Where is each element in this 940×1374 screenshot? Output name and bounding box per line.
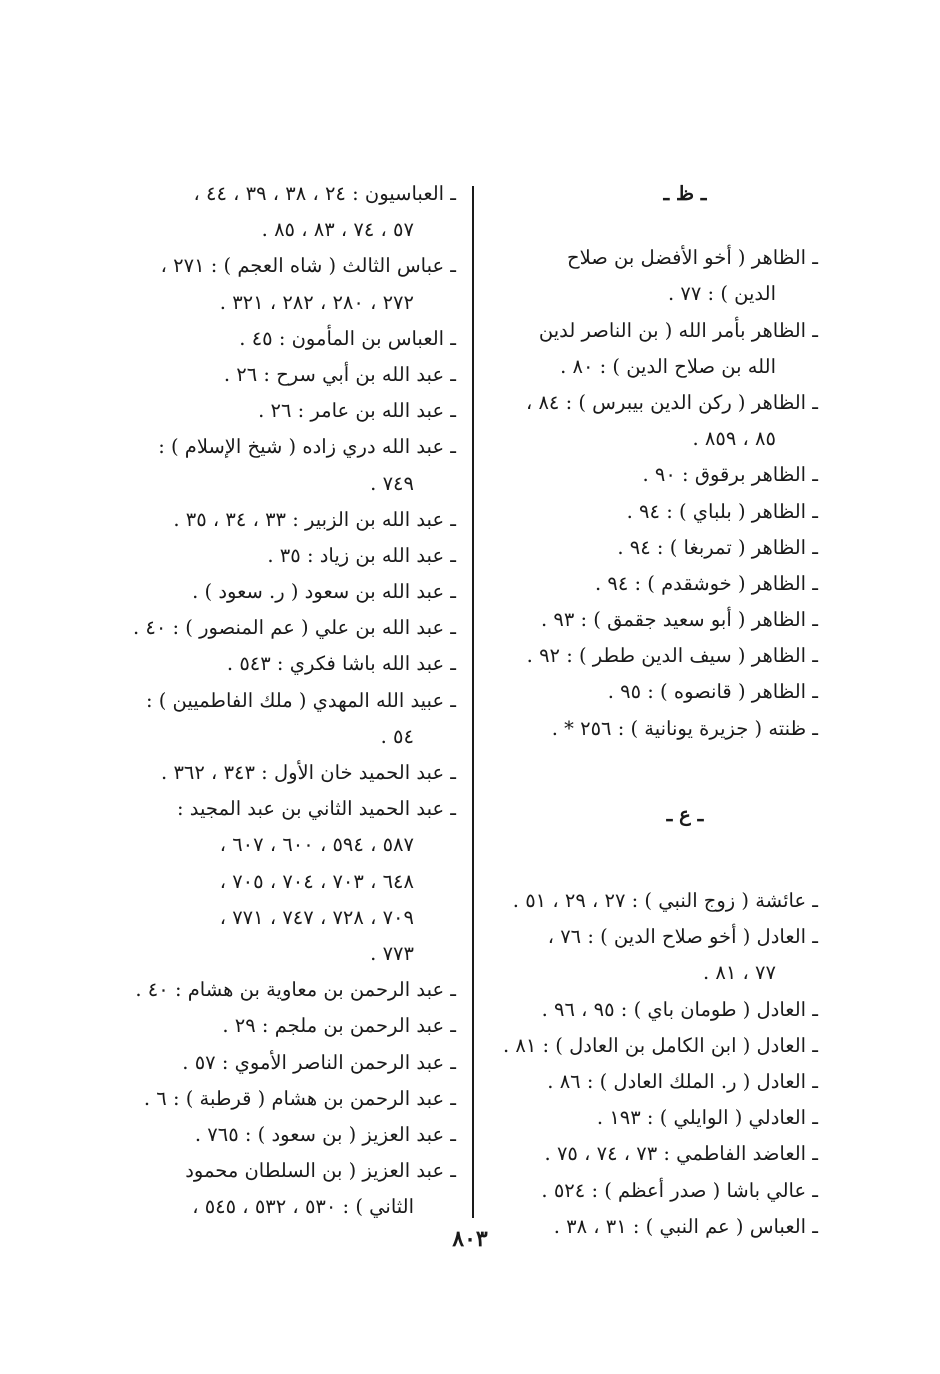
index-entry-continuation: ٦٤٨ ، ٧٠٣ ، ٧٠٤ ، ٧٠٥ ، <box>219 869 414 893</box>
index-entry: ـ العادل ( ر. الملك العادل ) : ٨٦ . <box>547 1069 818 1093</box>
section-heading-zaa: ـ ظ ـ <box>663 182 707 205</box>
index-entry: ـ عبد الله بن الزبير : ٣٣ ، ٣٤ ، ٣٥ . <box>173 507 456 531</box>
index-entry: ـ ظنته ( جزيرة يونانية ) : ٢٥٦ * . <box>551 716 818 740</box>
index-entry-continuation: الدين ) : ٧٧ . <box>668 282 776 306</box>
spacer <box>492 833 818 883</box>
index-entry: ـ عبد الرحمن الناصر الأموي : ٥٧ . <box>182 1050 456 1074</box>
index-entry: ـ الظاهر ( تمربغا ) : ٩٤ . <box>617 535 818 559</box>
index-entry: ـ عبد الرحمن بن ملجم : ٢٩ . <box>222 1014 456 1038</box>
index-entry: ـ عبد الحميد خان الأول : ٣٤٣ ، ٣٦٢ . <box>161 761 456 784</box>
index-entry-continuation: ٥٤ . <box>380 724 414 748</box>
spacer <box>492 212 818 240</box>
index-entry: ـ العباسيون : ٢٤ ، ٣٨ ، ٣٩ ، ٤٤ ، <box>193 182 456 205</box>
index-entry-continuation: ٢٧٢ ، ٢٨٠ ، ٢٨٢ ، ٣٢١ . <box>219 290 414 314</box>
index-entry: ـ الظاهر ( قانصوه ) : ٩٥ . <box>607 680 818 704</box>
index-entry: ـ عبد الله بن علي ( عم المنصور ) : ٤٠ . <box>132 616 456 640</box>
index-entry-continuation: ٧٧٣ . <box>370 941 414 965</box>
index-entry-continuation: ٧٧ ، ٨١ . <box>702 961 776 985</box>
index-entry: ـ عبد الحميد الثاني بن عبد المجيد : <box>177 797 456 821</box>
index-entry: ـ الظاهر ( بلباي ) : ٩٤ . <box>626 499 818 523</box>
index-entry: ـ عبيد الله المهدي ( ملك الفاطميين ) : <box>145 688 456 712</box>
index-entry: ـ العباس ( عم النبي ) : ٣١ ، ٣٨ . <box>553 1214 818 1238</box>
index-entry: ـ الظاهر برقوق : ٩٠ . <box>642 463 818 487</box>
spacer <box>492 747 818 797</box>
index-entry: ـ عبد الله بن زياد : ٣٥ . <box>267 543 456 567</box>
index-entry: ـ العادلي ( الوايلي ) : ١٩٣ . <box>596 1106 818 1130</box>
index-entry: ـ عبد الله بن عامر : ٢٦ . <box>258 399 456 423</box>
index-entry: ـ الظاهر ( أخو الأفضل بن صلاح <box>567 246 818 270</box>
index-entry-continuation: ٥٨٧ ، ٥٩٤ ، ٦٠٠ ، ٦٠٧ ، <box>219 833 414 857</box>
index-entry: ـ الظاهر ( أبو سعيد جقمق ) : ٩٣ . <box>540 608 818 632</box>
index-entry: ـ عبد الله بن أبي سرح : ٢٦ . <box>223 362 456 386</box>
index-entry-continuation: ٧٤٩ . <box>370 471 414 495</box>
right-column <box>492 176 818 1245</box>
index-entry-continuation: الثاني ) : ٥٣٠ ، ٥٣٢ ، ٥٤٥ ، <box>192 1195 414 1219</box>
index-entry: ـ عائشة ( زوج النبي ) : ٢٧ ، ٢٩ ، ٥١ . <box>512 889 818 912</box>
index-entry: ـ عبد الله بن سعود ( ر. سعود ) . <box>192 580 456 604</box>
index-entry: ـ عبد العزيز ( بن سعود ) : ٧٦٥ . <box>194 1122 456 1146</box>
index-entry: ـ عباس الثالث ( شاه العجم ) : ٢٧١ ، <box>160 254 456 278</box>
index-entry: ـ عبد الرحمن بن هشام ( قرطبة ) : ٦ . <box>143 1086 456 1110</box>
index-entry: ـ عبد العزيز ( بن السلطان محمود <box>185 1159 456 1183</box>
index-entry: ـ عبد الرحمن بن معاوية بن هشام : ٤٠ . <box>135 978 456 1002</box>
index-entry: ـ العادل ( طومان باي ) : ٩٥ ، ٩٦ . <box>541 997 818 1021</box>
left-column <box>132 176 456 1225</box>
index-entry: ـ عبد الله دري زاده ( شيخ الإسلام ) : <box>158 435 456 459</box>
index-entry: ـ العاضد الفاطمي : ٧٣ ، ٧٤ ، ٧٥ . <box>544 1142 818 1166</box>
page-number: ٨٠٣ <box>452 1226 488 1252</box>
index-entry-continuation: ٨٥ ، ٨٥٩ . <box>692 427 776 451</box>
column-divider <box>472 186 474 1218</box>
index-entry: ـ عبد الله باشا فكري : ٥٤٣ . <box>226 652 456 676</box>
index-entry-continuation: ٧٠٩ ، ٧٢٨ ، ٧٤٧ ، ٧٧١ ، <box>219 905 414 929</box>
index-entry: ـ العادل ( أخو صلاح الدين ) : ٧٦ ، <box>547 925 818 949</box>
index-entry: ـ الظاهر بأمر الله ( بن الناصر لدين <box>538 318 818 342</box>
index-entry: ـ عالي باشا ( صدر أعظم ) : ٥٢٤ . <box>541 1178 818 1202</box>
section-heading-ain: ـ ع ـ <box>666 802 704 826</box>
index-entry-continuation: ٥٧ ، ٧٤ ، ٨٣ ، ٨٥ . <box>261 218 414 242</box>
index-entry: ـ العباس بن المأمون : ٤٥ . <box>239 326 456 350</box>
index-entry: ـ الظاهر ( سيف الدين ططر ) : ٩٢ . <box>526 644 818 668</box>
index-entry: ـ الظاهر ( ركن الدين بيبرس ) : ٨٤ ، <box>525 390 818 414</box>
index-entry: ـ العادل ( ابن الكامل بن العادل ) : ٨١ . <box>502 1033 818 1057</box>
index-entry-continuation: الله بن صلاح الدين ) : ٨٠ . <box>560 354 776 378</box>
index-entry: ـ الظاهر ( خوشقدم ) : ٩٤ . <box>594 571 818 595</box>
